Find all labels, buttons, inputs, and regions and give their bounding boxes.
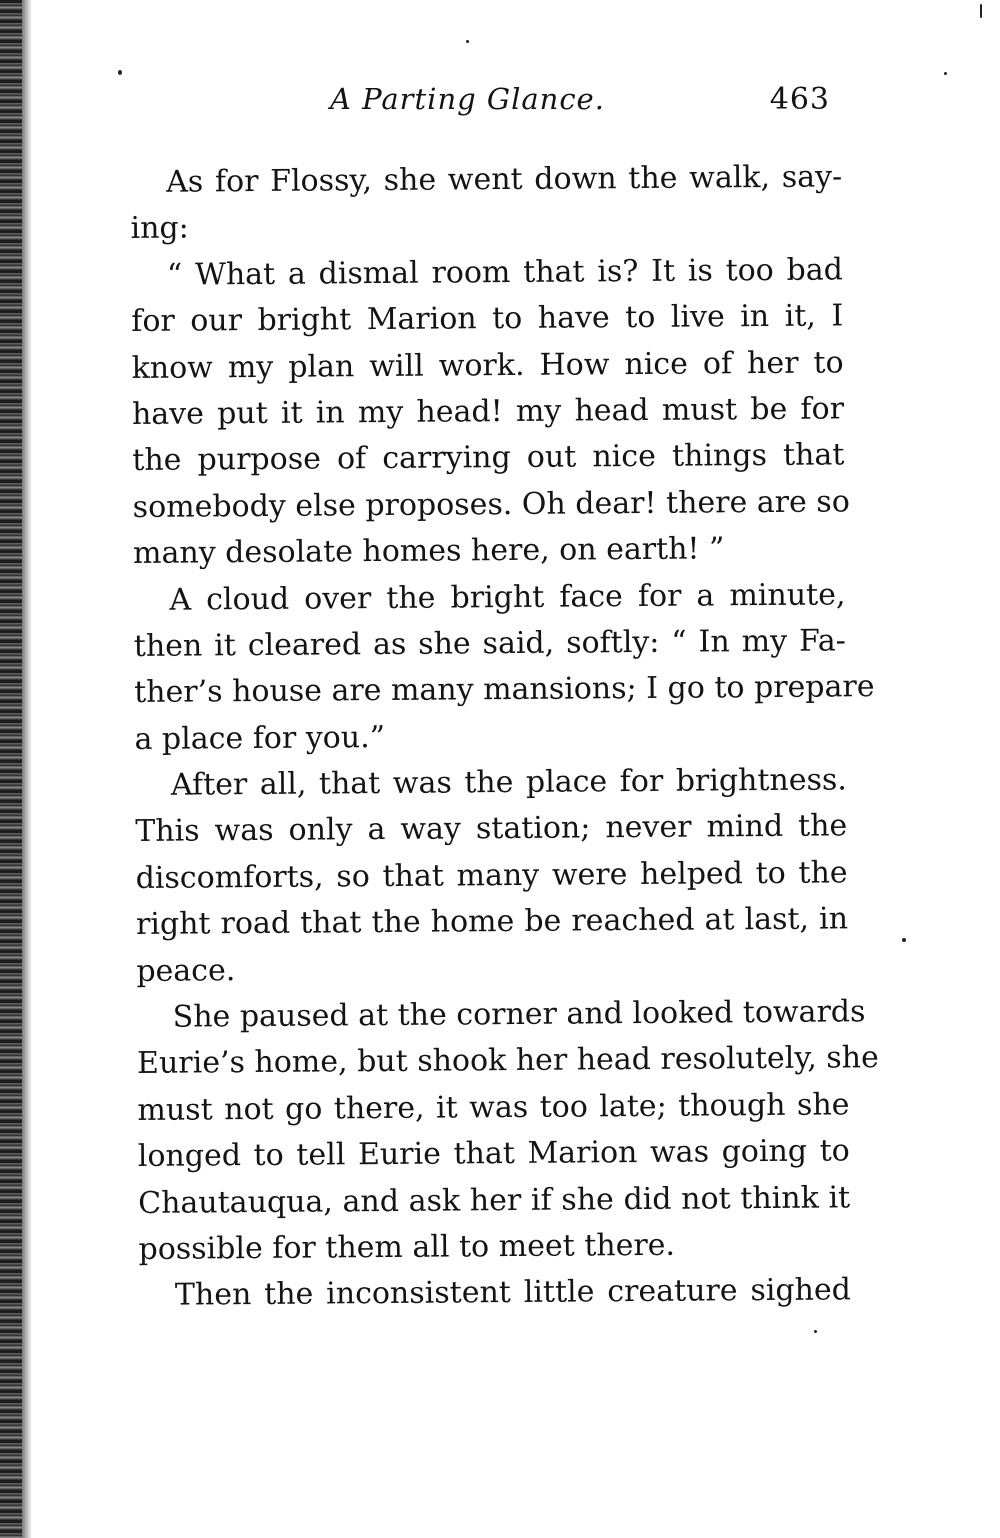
text-line: Then the inconsistent little creature sighed bbox=[174, 1272, 852, 1314]
print-speck bbox=[980, 4, 982, 18]
page-binding-shadow bbox=[22, 0, 32, 1538]
print-speck bbox=[466, 40, 469, 43]
print-speck bbox=[944, 72, 947, 75]
text-line: a place for you.” bbox=[134, 719, 386, 757]
text-line: the purpose of carrying out nice things that bbox=[132, 437, 845, 479]
body-text bbox=[130, 154, 879, 1319]
text-line: ther’s house are many mansions; I go to prepare bbox=[134, 669, 875, 711]
text-line: have put it in my head! my head must be for bbox=[131, 391, 845, 432]
running-title: A Parting Glance. bbox=[330, 82, 605, 116]
print-speck bbox=[902, 938, 906, 942]
text-line: ing: bbox=[130, 210, 189, 247]
text-line: She paused at the corner and looked towards bbox=[172, 994, 866, 1035]
text-line: right road that the home be reached at last, in bbox=[135, 901, 849, 943]
print-speck bbox=[118, 70, 122, 75]
text-line: Chautauqua, and ask her if she did not think it bbox=[138, 1179, 851, 1221]
text-line: many desolate homes here, on earth! ” bbox=[132, 531, 725, 572]
text-line: must not go there, it was too late; though she bbox=[137, 1087, 850, 1128]
text-line: After all, that was the place for brightness. bbox=[170, 762, 848, 803]
print-speck bbox=[814, 1330, 817, 1333]
text-line: for our bright Marion to have to live in it, I bbox=[131, 298, 844, 340]
text-line: somebody else proposes. Oh dear! there are so bbox=[132, 484, 850, 525]
text-line: “ What a dismal room that is? It is too bad bbox=[166, 252, 844, 293]
page-number: 463 bbox=[769, 82, 830, 117]
page-header bbox=[330, 82, 830, 126]
text-line: know my plan will work. How nice of her to bbox=[131, 344, 844, 386]
text-line: discomforts, so that many were helped to the bbox=[135, 855, 848, 896]
text-line: peace. bbox=[136, 952, 236, 989]
text-line: Eurie’s home, but shook her head resolutely, she bbox=[136, 1040, 879, 1082]
text-line: possible for them all to meet there. bbox=[138, 1227, 676, 1267]
text-line: then it cleared as she said, softly: “ In my Fa- bbox=[133, 623, 846, 664]
text-line: As for Flossy, she went down the walk, say- bbox=[166, 159, 843, 200]
text-line: longed to tell Eurie that Marion was going to bbox=[137, 1133, 850, 1175]
text-line: This was only a way station; never mind the bbox=[135, 808, 848, 850]
page-binding-edge bbox=[0, 0, 22, 1538]
text-line: A cloud over the bright face for a minute, bbox=[169, 576, 846, 618]
